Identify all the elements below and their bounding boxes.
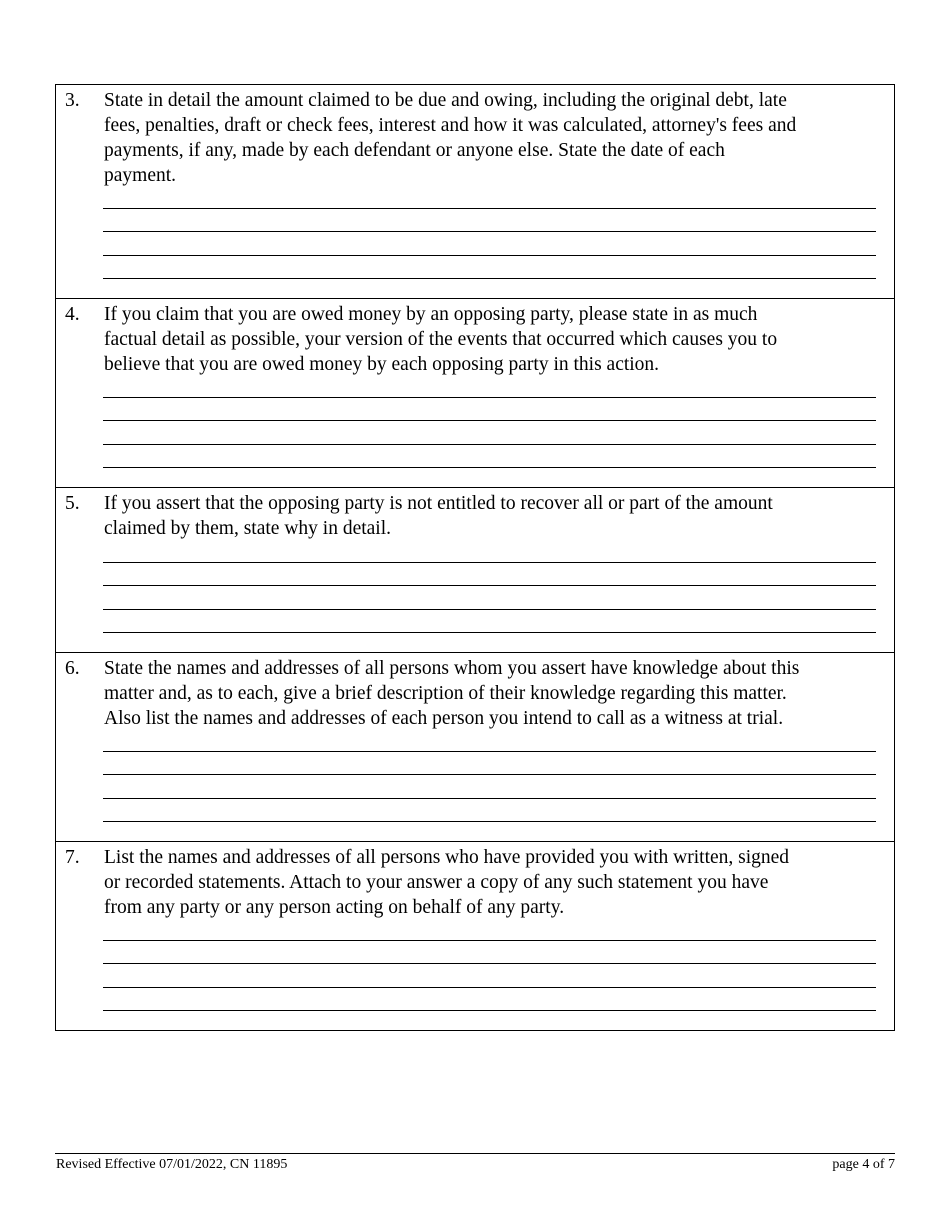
answer-line[interactable] xyxy=(103,208,876,209)
answer-line[interactable] xyxy=(103,397,876,398)
interrogatory-table xyxy=(55,84,895,1031)
question-row-7 xyxy=(56,842,894,1030)
answer-line[interactable] xyxy=(103,1010,876,1011)
answer-line[interactable] xyxy=(103,987,876,988)
answer-lines[interactable] xyxy=(103,208,876,280)
answer-lines[interactable] xyxy=(103,562,876,634)
answer-line[interactable] xyxy=(103,255,876,256)
question-text xyxy=(104,88,886,188)
answer-lines[interactable] xyxy=(103,940,876,1012)
answer-lines[interactable] xyxy=(103,397,876,469)
question-number: 4. xyxy=(65,304,80,325)
question-text-line: If you assert that the opposing party is not entitled to recover all or part of the amount xyxy=(104,493,773,514)
revision-note: Revised Effective 07/01/2022, CN 11895 xyxy=(56,1157,288,1172)
question-text-line: claimed by them, state why in detail. xyxy=(104,518,392,539)
question-number: 7. xyxy=(65,847,80,868)
answer-line[interactable] xyxy=(103,940,876,941)
question-text-line: Also list the names and addresses of each person you intend to call as a witness at trial. xyxy=(104,708,784,729)
answer-line[interactable] xyxy=(103,632,876,633)
answer-line[interactable] xyxy=(103,420,876,421)
question-text-line: from any party or any person acting on behalf of any party. xyxy=(104,897,565,918)
answer-line[interactable] xyxy=(103,467,876,468)
question-text-line: State in detail the amount claimed to be due and owing, including the original debt, late xyxy=(104,90,787,111)
footer-divider xyxy=(55,1153,895,1154)
answer-line[interactable] xyxy=(103,963,876,964)
question-row-6 xyxy=(56,653,894,842)
question-number: 5. xyxy=(65,493,80,514)
question-text-line: factual detail as possible, your version of the events that occurred which causes you to xyxy=(104,329,778,350)
question-text-line: or recorded statements. Attach to your answer a copy of any such statement you have xyxy=(104,872,769,893)
question-text-line: believe that you are owed money by each opposing party in this action. xyxy=(104,354,660,375)
question-text-line: If you claim that you are owed money by an opposing party, please state in as much xyxy=(104,304,758,325)
question-text-line: fees, penalties, draft or check fees, interest and how it was calculated, attorney's fees and xyxy=(104,115,797,136)
question-row-5 xyxy=(56,488,894,653)
answer-line[interactable] xyxy=(103,798,876,799)
question-text-line: matter and, as to each, give a brief description of their knowledge regarding this matter. xyxy=(104,683,787,704)
question-text xyxy=(104,845,886,920)
page-number: page 4 of 7 xyxy=(832,1157,895,1172)
answer-line[interactable] xyxy=(103,444,876,445)
answer-lines[interactable] xyxy=(103,751,876,823)
question-text-line: State the names and addresses of all persons whom you assert have knowledge about this xyxy=(104,658,800,679)
answer-line[interactable] xyxy=(103,231,876,232)
answer-line[interactable] xyxy=(103,609,876,610)
question-text xyxy=(104,491,886,541)
question-row-4 xyxy=(56,299,894,488)
question-number: 3. xyxy=(65,90,80,111)
question-text xyxy=(104,656,886,731)
question-text-line: List the names and addresses of all persons who have provided you with written, signed xyxy=(104,847,790,868)
answer-line[interactable] xyxy=(103,751,876,752)
question-text-line: payment. xyxy=(104,165,177,186)
question-text xyxy=(104,302,886,377)
answer-line[interactable] xyxy=(103,821,876,822)
answer-line[interactable] xyxy=(103,585,876,586)
answer-line[interactable] xyxy=(103,562,876,563)
answer-line[interactable] xyxy=(103,278,876,279)
question-row-3 xyxy=(56,85,894,299)
answer-line[interactable] xyxy=(103,774,876,775)
question-text-line: payments, if any, made by each defendant or anyone else. State the date of each xyxy=(104,140,725,161)
question-number: 6. xyxy=(65,658,80,679)
